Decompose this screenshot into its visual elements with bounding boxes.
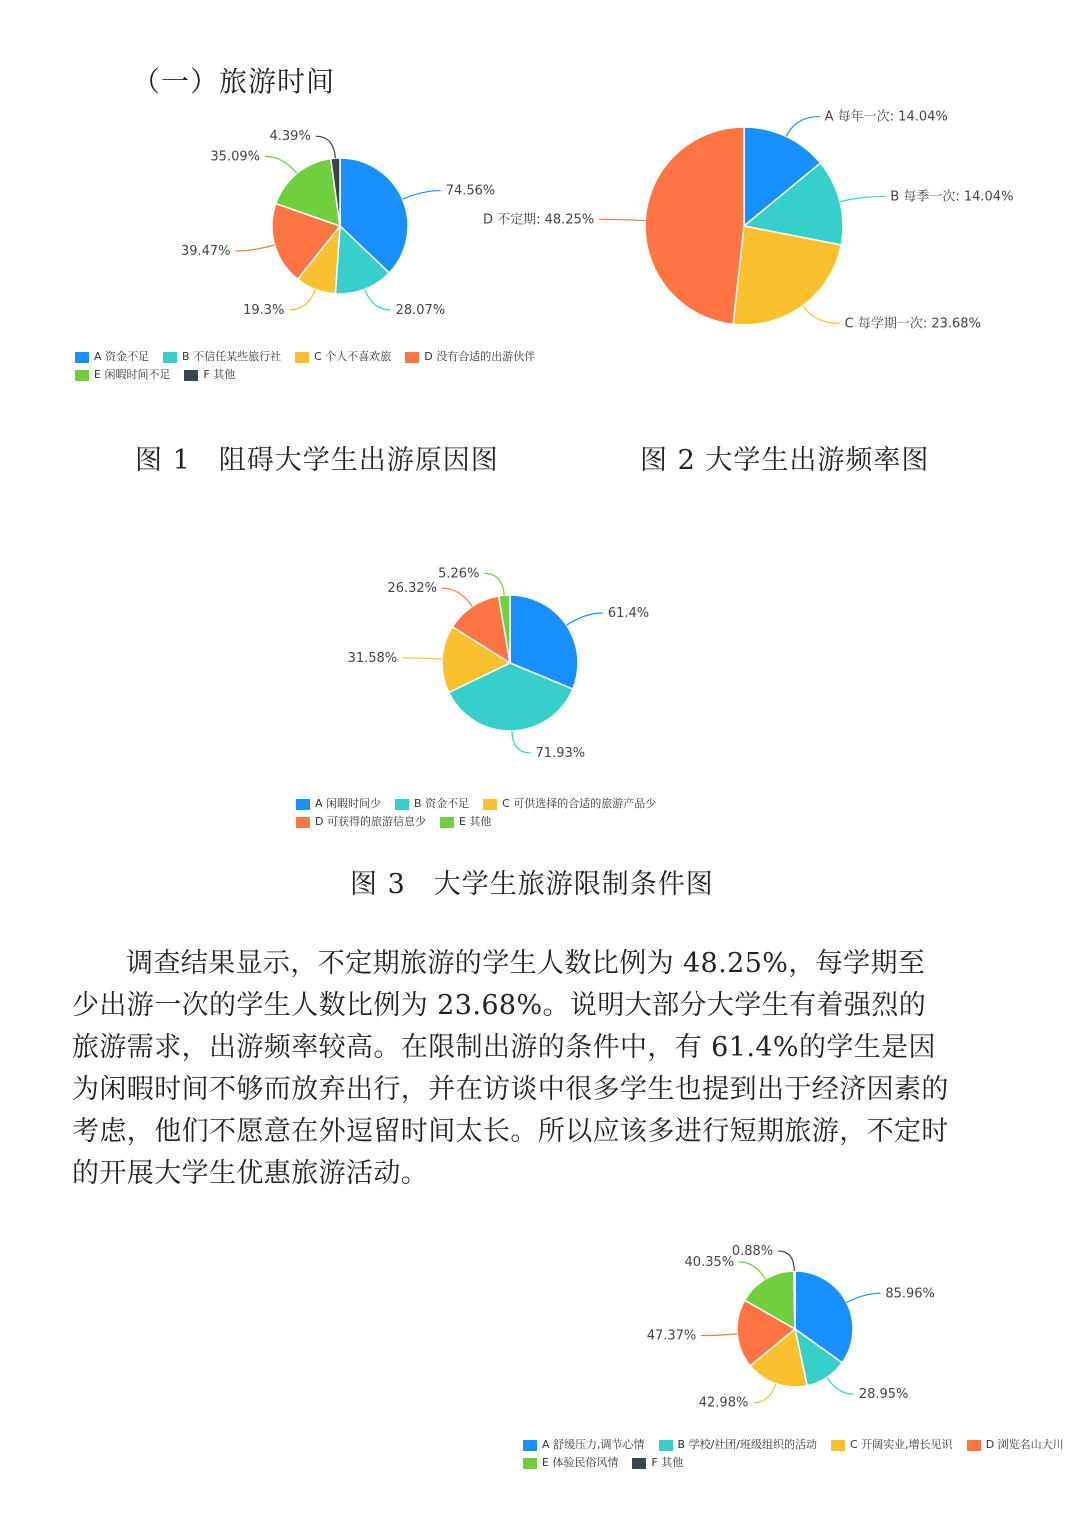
chart4-legend-item-2 — [831, 1436, 953, 1454]
legend-chart-4 — [523, 1436, 1078, 1472]
chart4-label-4: 40.35% — [684, 1254, 735, 1270]
chart1-leader-1 — [365, 289, 391, 310]
chart3-label-3: 26.32% — [387, 581, 438, 597]
chart4-label-3: 47.37% — [646, 1328, 697, 1344]
chart1-legend-label-2: C 个人不喜欢旅 — [314, 350, 392, 363]
chart2-slice-3 — [645, 127, 744, 324]
chart4-leader-4 — [739, 1262, 765, 1279]
chart3-leader-1 — [512, 731, 531, 753]
chart4-legend-item-0 — [523, 1436, 645, 1454]
chart2-label-3: D 不定期: 48.25% — [482, 212, 595, 228]
chart2-label-0: A 每年一次: 14.04% — [824, 109, 948, 125]
chart4-leader-5 — [778, 1251, 794, 1271]
chart4-legend-item-4 — [523, 1454, 618, 1472]
pie-chart-4 — [630, 1235, 960, 1425]
chart4-leader-0 — [847, 1293, 881, 1302]
chart3-legend-label-3: D 可获得的旅游信息少 — [315, 815, 426, 828]
chart4-legend-item-1 — [659, 1436, 817, 1454]
chart4-leader-3 — [701, 1334, 737, 1336]
chart2-label-1: B 每季一次: 14.04% — [890, 189, 1014, 205]
chart4-label-5: 0.88% — [731, 1244, 774, 1260]
chart3-legend-label-2: C 可供选择的合适的旅游产品少 — [502, 797, 657, 810]
chart3-legend-item-1 — [395, 795, 469, 813]
chart3-legend-item-0 — [296, 795, 381, 813]
chart1-legend-label-5: F 其他 — [203, 368, 236, 381]
chart1-legend-swatch-4 — [75, 370, 89, 381]
figure-caption-1: 图 1 阻碍大学生出游原因图 — [135, 445, 499, 476]
chart1-leader-5 — [316, 136, 336, 158]
section-title: （一）旅游时间 — [132, 65, 336, 98]
chart1-legend-item-4 — [75, 366, 170, 384]
chart1-legend-swatch-2 — [295, 352, 309, 363]
chart1-label-0: 74.56% — [445, 183, 496, 199]
chart4-legend-item-3 — [967, 1436, 1064, 1454]
chart4-legend-swatch-0 — [523, 1440, 537, 1451]
chart1-legend-item-0 — [75, 348, 149, 366]
legend-chart-1 — [75, 348, 635, 384]
chart3-leader-4 — [484, 573, 504, 595]
chart1-legend-label-4: E 闲暇时间不足 — [94, 368, 171, 381]
figure-caption-3: 图 3 大学生旅游限制条件图 — [350, 869, 714, 900]
chart4-legend-item-5 — [632, 1454, 683, 1472]
chart1-legend-label-1: B 不信任某些旅行社 — [182, 350, 282, 363]
chart3-label-0: 61.4% — [607, 605, 650, 621]
chart3-legend-label-0: A 闲暇时间少 — [315, 797, 382, 810]
chart2-label-2: C 每学期一次: 23.68% — [844, 316, 981, 332]
chart1-legend-item-1 — [163, 348, 281, 366]
chart1-legend-item-3 — [405, 348, 535, 366]
paragraph-text: 调查结果显示，不定期旅游的学生人数比例为 48.25%，每学期至少出游一次的学生人数比例为 23.68%。说明大部分大学生有着强烈的旅游需求，出游频率较高。在限制出游的条件中，有 61.4%的学生是因为闲暇时间不够而放弃出行，并在访谈中很多学生也提到出于经济因素的考虑，他们不愿意在外逗留时间太长。所以应该多进行短期旅游，不定时的开展大学生优惠旅游活动。 — [72, 948, 949, 1189]
chart4-legend-swatch-3 — [967, 1440, 981, 1451]
chart4-legend-label-4: E 体验民俗风情 — [542, 1456, 619, 1469]
chart2-leader-2 — [803, 306, 840, 324]
chart4-legend-label-5: F 其他 — [651, 1456, 684, 1469]
chart4-legend-label-3: D 浏览名山大川 — [985, 1438, 1064, 1451]
chart2-leader-3 — [599, 219, 645, 220]
chart1-legend-swatch-3 — [405, 352, 419, 363]
chart3-leader-2 — [402, 658, 442, 659]
chart2-leader-0 — [786, 117, 819, 137]
chart3-legend-swatch-4 — [440, 817, 454, 828]
chart1-leader-2 — [289, 289, 315, 310]
chart4-legend-swatch-5 — [632, 1458, 646, 1469]
chart4-label-1: 28.95% — [858, 1387, 909, 1403]
chart3-legend-label-4: E 其他 — [458, 815, 492, 828]
chart1-legend-swatch-5 — [184, 370, 198, 381]
pie-chart-3 — [330, 555, 690, 785]
chart3-label-1: 71.93% — [535, 745, 586, 761]
chart1-label-5: 4.39% — [269, 129, 311, 145]
pie-chart-2 — [482, 100, 1050, 350]
chart4-leader-2 — [753, 1384, 776, 1403]
body-paragraph — [72, 943, 952, 1195]
chart1-label-3: 39.47% — [180, 243, 231, 259]
pie-chart-1 — [160, 110, 520, 340]
chart1-legend-swatch-1 — [163, 352, 177, 363]
chart3-legend-swatch-3 — [296, 817, 310, 828]
legend-chart-3 — [296, 795, 766, 831]
chart2-leader-1 — [840, 196, 885, 201]
chart1-legend-item-5 — [184, 366, 235, 384]
chart1-legend-label-0: A 资金不足 — [94, 350, 150, 363]
chart3-leader-3 — [442, 588, 472, 606]
chart1-leader-3 — [236, 245, 275, 251]
chart1-leader-4 — [265, 156, 297, 173]
chart1-legend-label-3: D 没有合适的出游伙伴 — [424, 350, 536, 363]
chart1-label-4: 35.09% — [210, 149, 260, 165]
figure-caption-2: 图 2 大学生出游频率图 — [640, 445, 930, 476]
chart3-legend-item-3 — [296, 813, 426, 831]
chart4-legend-label-2: C 开阔实业,增长见识 — [850, 1438, 953, 1451]
chart3-leader-0 — [567, 613, 603, 625]
chart4-legend-label-0: A 舒缓压力,调节心情 — [542, 1438, 645, 1451]
chart1-legend-item-2 — [295, 348, 391, 366]
chart1-legend-swatch-0 — [75, 352, 89, 363]
chart3-legend-swatch-1 — [395, 799, 409, 810]
chart4-label-0: 85.96% — [885, 1286, 935, 1302]
chart4-legend-swatch-4 — [523, 1458, 537, 1469]
chart4-legend-label-1: B 学校/社团/班级组织的活动 — [677, 1438, 817, 1451]
chart3-label-2: 31.58% — [347, 650, 398, 666]
chart3-legend-label-1: B 资金不足 — [414, 797, 470, 810]
chart1-label-1: 28.07% — [395, 302, 446, 318]
chart4-label-2: 42.98% — [698, 1395, 749, 1411]
chart1-leader-0 — [403, 191, 441, 200]
chart3-legend-item-2 — [483, 795, 656, 813]
chart3-legend-swatch-0 — [296, 799, 310, 810]
chart4-legend-swatch-2 — [831, 1440, 845, 1451]
chart4-legend-swatch-1 — [659, 1440, 673, 1451]
chart3-legend-swatch-2 — [483, 799, 497, 810]
chart4-leader-1 — [827, 1377, 854, 1394]
chart3-label-4: 5.26% — [438, 566, 480, 582]
chart3-legend-item-4 — [440, 813, 491, 831]
chart1-label-2: 19.3% — [243, 302, 285, 318]
